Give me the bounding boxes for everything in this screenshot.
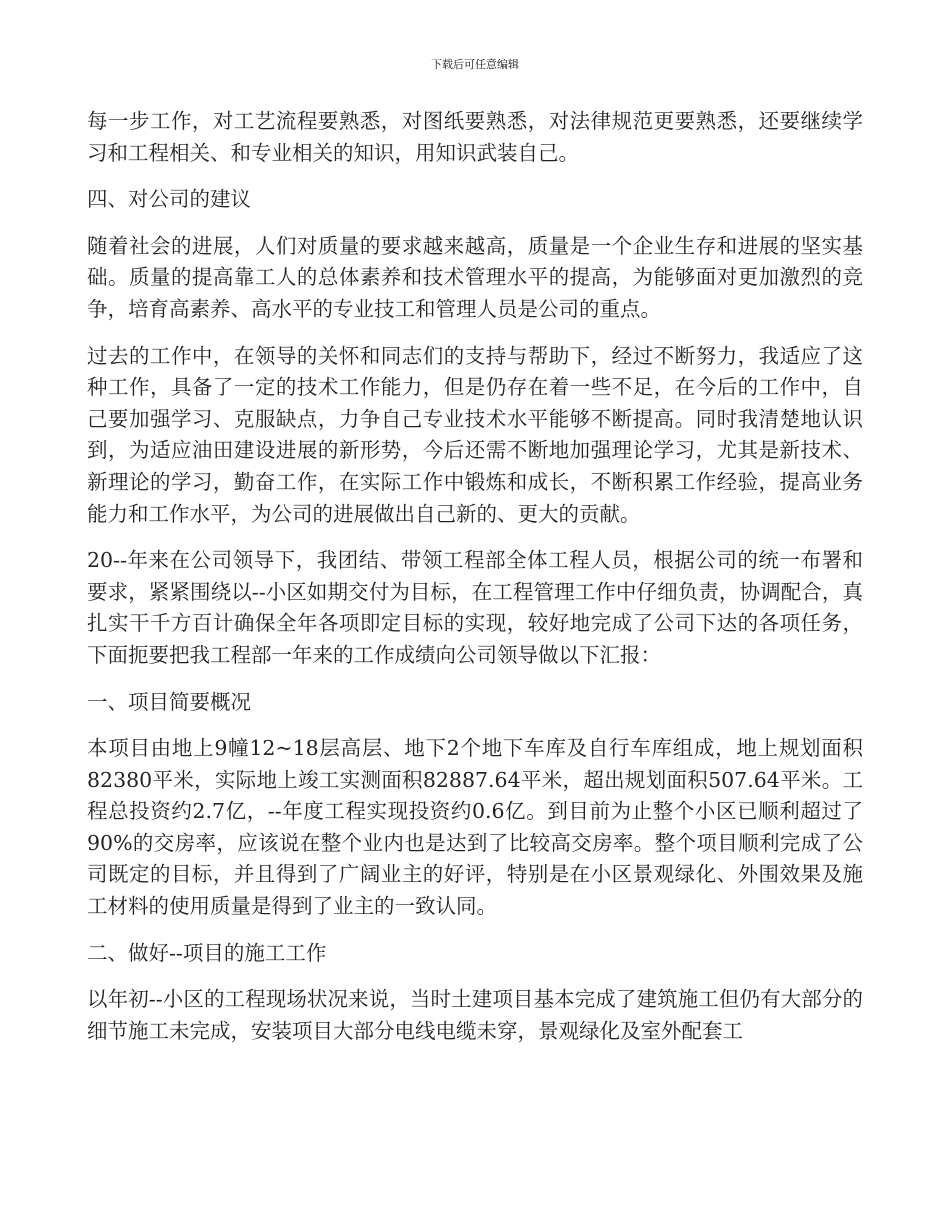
document-body: [87, 106, 863, 1062]
section-heading-project-overview: 一、项目简要概况: [87, 689, 251, 714]
paragraph-construction-status: 以年初--小区的工程现场状况来说，当时土建项目基本完成了建筑施工但仍有大部分的细节施工未完成，安装项目大部分电线电缆未穿，景观绿化及室外配套工: [87, 987, 863, 1043]
paragraph-continuation: 每一步工作，对工艺流程要熟悉，对图纸要熟悉，对法律规范更要熟悉，还要继续学习和工程相关、和专业相关的知识，用知识武装自己。: [87, 109, 863, 165]
section-heading-suggestions: 四、对公司的建议: [87, 187, 251, 212]
paragraph-quality: 随着社会的进展，人们对质量的要求越来越高，质量是一个企业生存和进展的坚实基础。质量的提高靠工人的总体素养和技术管理水平的提高，为能够面对更加激烈的竞争，培育高素养、高水平的专业技工和管理人员是公司的重点。: [87, 233, 863, 321]
paragraph-annual-report-intro: 20--年来在公司领导下，我团结、带领工程部全体工程人员，根据公司的统一布署和要求，紧紧围绕以--小区如期交付为目标，在工程管理工作中仔细负责，协调配合，真扎实干千方百计确保全年各项即定目标的实现，较好地完成了公司下达的各项任务，下面扼要把我工程部一年来的工作成绩向公司领导做以下汇报：: [87, 548, 863, 667]
paragraph-past-work: 过去的工作中，在领导的关怀和同志们的支持与帮助下，经过不断努力，我适应了这种工作，具备了一定的技术工作能力，但是仍存在着一些不足，在今后的工作中，自己要加强学习、克服缺点，力争自己专业技术水平能够不断提高。同时我清楚地认识到，为适应油田建设进展的新形势，今后还需不断地加强理论学习，尤其是新技术、新理论的学习，勤奋工作，在实际工作中锻炼和成长，不断积累工作经验，提高业务能力和工作水平，为公司的进展做出自己新的、更大的贡献。: [87, 343, 863, 526]
section-heading-construction-work: 二、做好--项目的施工工作: [87, 940, 327, 965]
page-header: 下载后可任意编辑: [431, 58, 519, 71]
paragraph-project-overview: 本项目由地上9幢12~18层高层、地下2个地下车库及自行车库组成，地上规划面积82380平米，实际地上竣工实测面积82887.64平米，超出规划面积507.64平米。工程总投资约2.7亿，--年度工程实现投资约0.6亿。到目前为止整个小区已顺利超过了90%的交房率，应该说在整个业内也是达到了比较高交房率。整个项目顺利完成了公司既定的目标，并且得到了广阔业主的好评，特别是在小区景观绿化、外围效果及施工材料的使用质量是得到了业主的一致认同。: [87, 736, 863, 919]
